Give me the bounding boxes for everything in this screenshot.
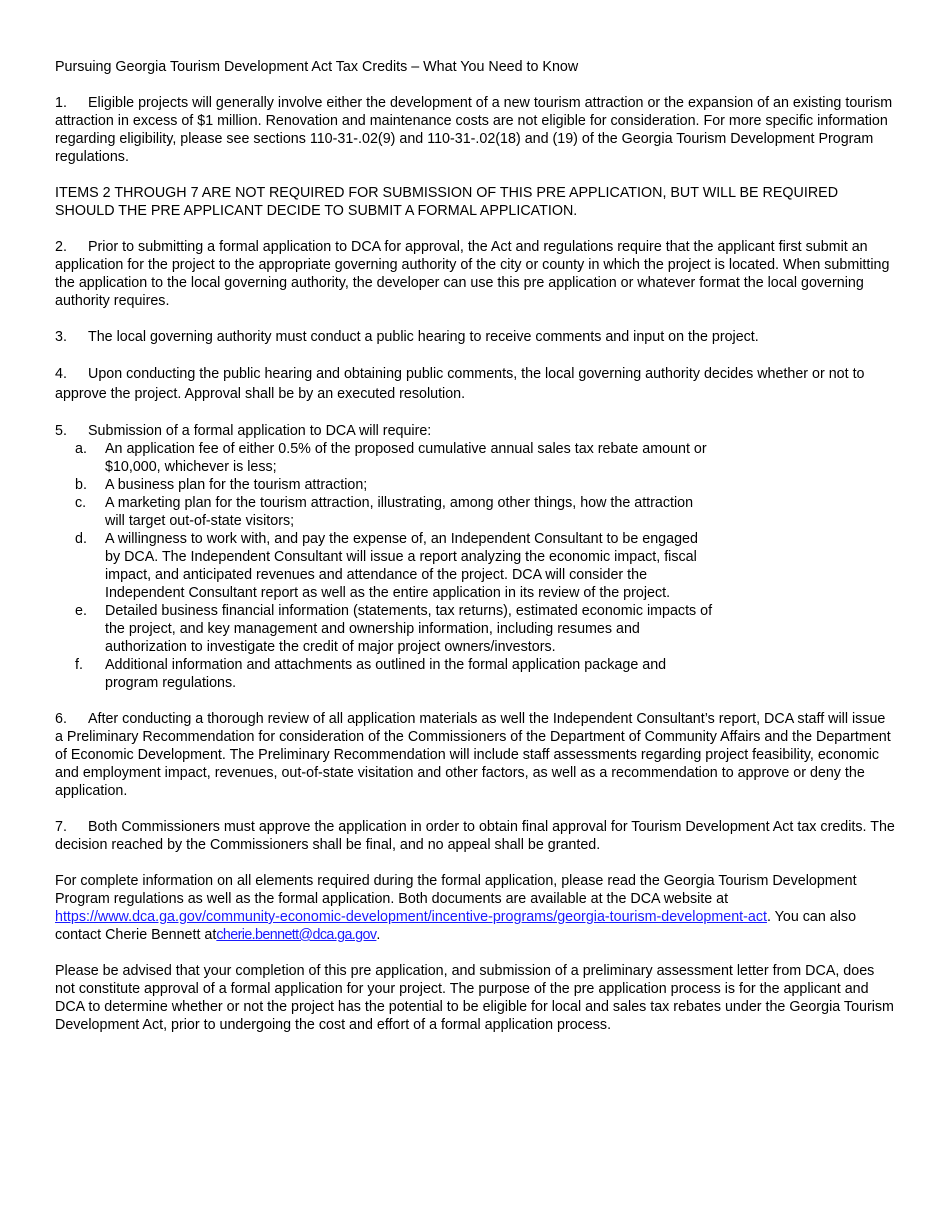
list-item-letter: d.	[75, 531, 87, 547]
item-5	[55, 422, 895, 440]
list-item	[55, 656, 715, 692]
info-text-end: .	[376, 927, 381, 943]
item-3	[55, 328, 895, 346]
list-item-text: A marketing plan for the tourism attraction, illustrating, among other things, how the attraction will target out-of-state visitors;	[105, 495, 694, 529]
list-item-text: Detailed business financial information (statements, tax returns), estimated economic impacts of the project, and key management and ownership information, including resumes and authorization to investigate the credit of major project owners/investors.	[105, 603, 713, 655]
item-4	[55, 364, 895, 404]
list-item	[55, 494, 715, 530]
list-item-letter: b.	[75, 477, 87, 493]
item-number: 5.	[55, 423, 67, 439]
list-item	[55, 440, 715, 476]
item-number: 3.	[55, 329, 67, 345]
item-number: 4.	[55, 366, 67, 382]
info-text-contact: . You can also contact Cherie Bennett at	[55, 909, 857, 943]
list-item-text: Additional information and attachments as outlined in the formal application package and program regulations.	[105, 657, 667, 691]
item-7	[55, 818, 895, 854]
item-text: Submission of a formal application to DCA will require:	[88, 423, 432, 439]
item-text: Eligible projects will generally involve either the development of a new tourism attraction or the expansion of an existing tourism attraction in excess of $1 million. Renovation and maintenance costs are not eligible for consideration. For more specific information regarding eligibility, please see sections 110-31-.02(9) and 110-31-.02(18) and (19) of the Georgia Tourism Development Program regulations.	[55, 95, 893, 165]
requirements-list	[55, 440, 715, 692]
item-1	[55, 94, 895, 166]
list-item	[55, 602, 715, 656]
contact-email-link[interactable]: cherie.bennett@dca.ga.gov	[216, 927, 377, 943]
list-item	[55, 476, 715, 494]
list-item-letter: a.	[75, 441, 87, 457]
list-item-letter: f.	[75, 657, 83, 673]
item-text: Both Commissioners must approve the application in order to obtain final approval for Tourism Development Act tax credits. The decision reached by the Commissioners shall be final, and no appeal shall be granted.	[55, 819, 895, 853]
item-number: 1.	[55, 95, 67, 111]
advisory-paragraph: Please be advised that your completion of this pre application, and submission of a preliminary assessment letter from DCA, does not constitute approval of a formal application for your project. The purpose of the pre application process is for the applicant and DCA to determine whether or not the project has the potential to be eligible for local and sales tax rebates under the Georgia Tourism Development Act, prior to undergoing the cost and effort of a formal application process.	[55, 963, 894, 1033]
document-page	[55, 58, 895, 1052]
item-2	[55, 238, 895, 310]
item-number: 6.	[55, 711, 67, 727]
list-item-text: A willingness to work with, and pay the expense of, an Independent Consultant to be engaged by DCA. The Independent Consultant will issue a report analyzing the economic impact, fiscal impact, and anticipated revenues and attendance of the project. DCA will consider the Independent Consultant report as well as the entire application in its review of the project.	[105, 531, 698, 601]
item-text: After conducting a thorough review of all application materials as well the Independent Consultant’s report, DCA staff will issue a Preliminary Recommendation for consideration of the Commissioners of the Department of Community Affairs and the Department of Economic Development. The Preliminary Recommendation will include staff assessments regarding project feasibility, economic and employment impact, revenues, out-of-state visitation and other factors, as well as a recommendation to approve or deny the application.	[55, 711, 891, 799]
document-title: Pursuing Georgia Tourism Development Act Tax Credits – What You Need to Know	[55, 59, 579, 75]
list-item-text: An application fee of either 0.5% of the proposed cumulative annual sales tax rebate amount or $10,000, whichever is less;	[105, 441, 707, 475]
notice-text: ITEMS 2 THROUGH 7 ARE NOT REQUIRED FOR SUBMISSION OF THIS PRE APPLICATION, BUT WILL BE REQUIRED SHOULD THE PRE APPLICANT DECIDE TO SUBMIT A FORMAL APPLICATION.	[55, 185, 839, 219]
info-paragraph	[55, 872, 895, 944]
list-item-text: A business plan for the tourism attraction;	[105, 477, 368, 493]
item-text: The local governing authority must conduct a public hearing to receive comments and input on the project.	[88, 329, 759, 345]
item-text: Upon conducting the public hearing and obtaining public comments, the local governing authority decides whether or not to approve the project. Approval shall be by an executed resolution.	[55, 366, 865, 402]
item-text: Prior to submitting a formal application to DCA for approval, the Act and regulations require that the applicant first submit an application for the project to the appropriate governing authority of the city or county in which the project is located. When submitting the application to the local governing authority, the developer can use this pre application or whatever format the local governing authority requires.	[55, 239, 890, 309]
list-item-letter: c.	[75, 495, 87, 511]
item-number: 7.	[55, 819, 67, 835]
list-item-letter: e.	[75, 603, 87, 619]
list-item	[55, 530, 715, 602]
item-6	[55, 710, 895, 800]
dca-website-link[interactable]: https://www.dca.ga.gov/community-economic-development/incentive-programs/georgia-tourism-development-act	[55, 909, 767, 925]
info-text: For complete information on all elements required during the formal application, please read the Georgia Tourism Development Program regulations as well as the formal application. Both documents are available at the DCA website at	[55, 873, 857, 907]
item-number: 2.	[55, 239, 67, 255]
